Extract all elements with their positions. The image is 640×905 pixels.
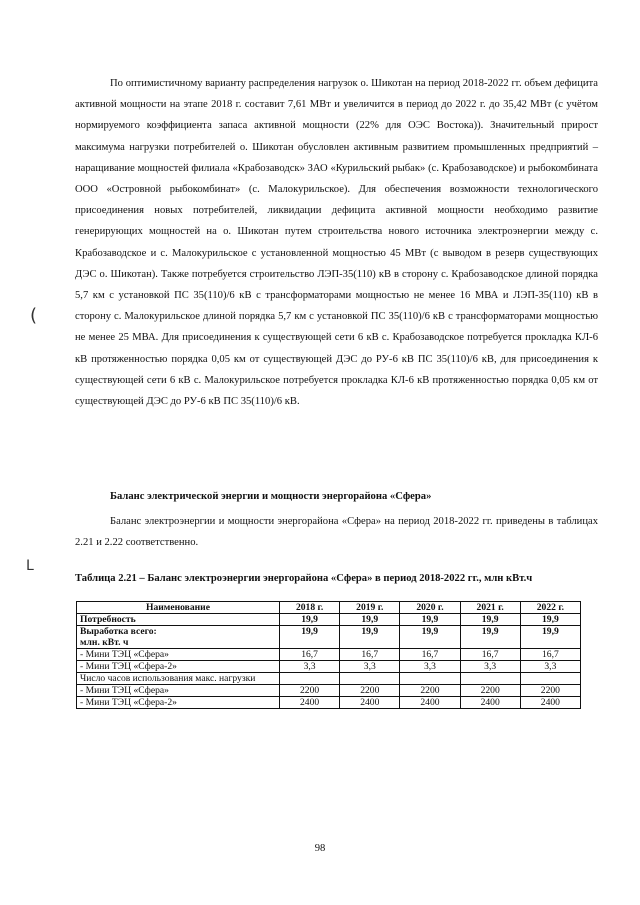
value-cell: 2200 bbox=[280, 685, 340, 697]
balance-table bbox=[76, 601, 581, 709]
value-cell: 3,3 bbox=[280, 661, 340, 673]
value-cell: 16,7 bbox=[400, 649, 460, 661]
table-row bbox=[77, 614, 581, 626]
value-cell: 19,9 bbox=[280, 614, 340, 626]
table-caption: Таблица 2.21 – Баланс электроэнергии энергорайона «Сфера» в период 2018-2022 гг., млн кВт.ч bbox=[75, 573, 533, 584]
table-body bbox=[77, 614, 581, 709]
value-cell: 2400 bbox=[460, 697, 520, 709]
row-label-cell: Число часов использования макс. нагрузки bbox=[77, 673, 280, 685]
value-cell: 19,9 bbox=[460, 626, 520, 649]
value-cell: 16,7 bbox=[340, 649, 400, 661]
header-cell: 2020 г. bbox=[400, 602, 460, 614]
value-cell: 2200 bbox=[340, 685, 400, 697]
value-cell: 2200 bbox=[520, 685, 580, 697]
value-cell: 19,9 bbox=[400, 626, 460, 649]
value-cell: 19,9 bbox=[520, 626, 580, 649]
value-cell: 3,3 bbox=[520, 661, 580, 673]
table-row bbox=[77, 626, 581, 649]
value-cell: 16,7 bbox=[520, 649, 580, 661]
row-label-cell: - Мини ТЭЦ «Сфера» bbox=[77, 649, 280, 661]
row-label-cell: - Мини ТЭЦ «Сфера-2» bbox=[77, 661, 280, 673]
value-cell: 19,9 bbox=[400, 614, 460, 626]
header-cell: 2018 г. bbox=[280, 602, 340, 614]
value-cell: 3,3 bbox=[460, 661, 520, 673]
value-cell: 19,9 bbox=[460, 614, 520, 626]
body-paragraph-1: По оптимистичному варианту распределения нагрузок о. Шикотан на период 2018-2022 гг. объем дефицита активной мощности на этапе 2018 г. составит 7,61 МВт и увеличится в период до 2022 г. до 35,42 МВт (с учётом нормируемого коэффициента запаса активной мощности (22% для ОЭС Востока)). Значительный прирост максимума нагрузки потребителей о. Шикотан обусловлен активным развитием промышленных предприятий – наращивание мощностей филиала «Крабозаводск» ЗАО «Курильский рыбак» (с. Крабозаводское) и рыбокомбината ООО «Островной рыбокомбинат» (с. Малокурильское). Для обеспечения возможности технологического присоединения новых потребителей, ликвидации дефицита активной мощности необходимо развитие генерирующих мощностей на о. Шикотан путем строительства нового источника электроэнергии между с. Крабозаводское и с. Малокурильское с установленной мощностью 45 МВт (с выводом в резерв существующих ДЭС о. Шикотан). Также потребуется строительство ЛЭП-35(110) кВ в сторону с. Крабозаводское длиной порядка 5,7 км с установкой ПС 35(110)/6 кВ с трансформаторами мощностью не менее 16 МВА и ЛЭП-35(110) кВ в сторону с. Малокурильское длиной порядка 5,7 км с установкой ПС 35(110)/6 кВ с трансформаторами мощностью не менее 25 МВА. Для присоединения к существующей сети 6 кВ с. Крабозаводское потребуется прокладка КЛ-6 кВ протяженностью порядка 0,05 км от существующей ДЭС до РУ-6 кВ ПС 35(110)/6 кВ, для присоединения к существующей сети 6 кВ с. Малокурильское потребуется прокладка КЛ-6 кВ протяженностью порядка 0,05 км от существующей ДЭС до РУ-6 кВ ПС 35(110)/6 кВ. bbox=[75, 78, 598, 408]
value-cell: 19,9 bbox=[520, 614, 580, 626]
value-cell bbox=[400, 673, 460, 685]
value-cell: 2200 bbox=[400, 685, 460, 697]
value-cell bbox=[280, 673, 340, 685]
value-cell: 16,7 bbox=[280, 649, 340, 661]
table-row bbox=[77, 649, 581, 661]
page-number: 98 bbox=[314, 843, 326, 854]
table-row bbox=[77, 685, 581, 697]
row-label-cell: Выработка всего: млн. кВт. ч bbox=[77, 626, 280, 649]
header-cell: Наименование bbox=[77, 602, 280, 614]
value-cell: 2400 bbox=[520, 697, 580, 709]
value-cell: 2400 bbox=[280, 697, 340, 709]
table-header-row bbox=[77, 602, 581, 614]
table-row bbox=[77, 661, 581, 673]
value-cell: 3,3 bbox=[340, 661, 400, 673]
value-cell: 19,9 bbox=[280, 626, 340, 649]
value-cell: 2200 bbox=[460, 685, 520, 697]
header-cell: 2019 г. bbox=[340, 602, 400, 614]
header-cell: 2022 г. bbox=[520, 602, 580, 614]
value-cell: 19,9 bbox=[340, 626, 400, 649]
row-label-cell: - Мини ТЭЦ «Сфера-2» bbox=[77, 697, 280, 709]
section-heading: Баланс электрической энергии и мощности энергорайона «Сфера» bbox=[110, 491, 432, 502]
row-label-cell: - Мини ТЭЦ «Сфера» bbox=[77, 685, 280, 697]
value-cell bbox=[460, 673, 520, 685]
body-paragraph-2: Баланс электроэнергии и мощности энергорайона «Сфера» на период 2018-2022 гг. приведены в таблицах 2.21 и 2.22 соответственно. bbox=[75, 516, 598, 549]
value-cell bbox=[340, 673, 400, 685]
value-cell: 2400 bbox=[340, 697, 400, 709]
table-row bbox=[77, 697, 581, 709]
value-cell bbox=[520, 673, 580, 685]
value-cell: 19,9 bbox=[340, 614, 400, 626]
row-label-cell: Потребность bbox=[77, 614, 280, 626]
header-cell: 2021 г. bbox=[460, 602, 520, 614]
margin-bracket-mark: ( bbox=[30, 305, 38, 326]
value-cell: 16,7 bbox=[460, 649, 520, 661]
table-row bbox=[77, 673, 581, 685]
margin-pen-mark: L bbox=[26, 558, 34, 574]
value-cell: 3,3 bbox=[400, 661, 460, 673]
value-cell: 2400 bbox=[400, 697, 460, 709]
